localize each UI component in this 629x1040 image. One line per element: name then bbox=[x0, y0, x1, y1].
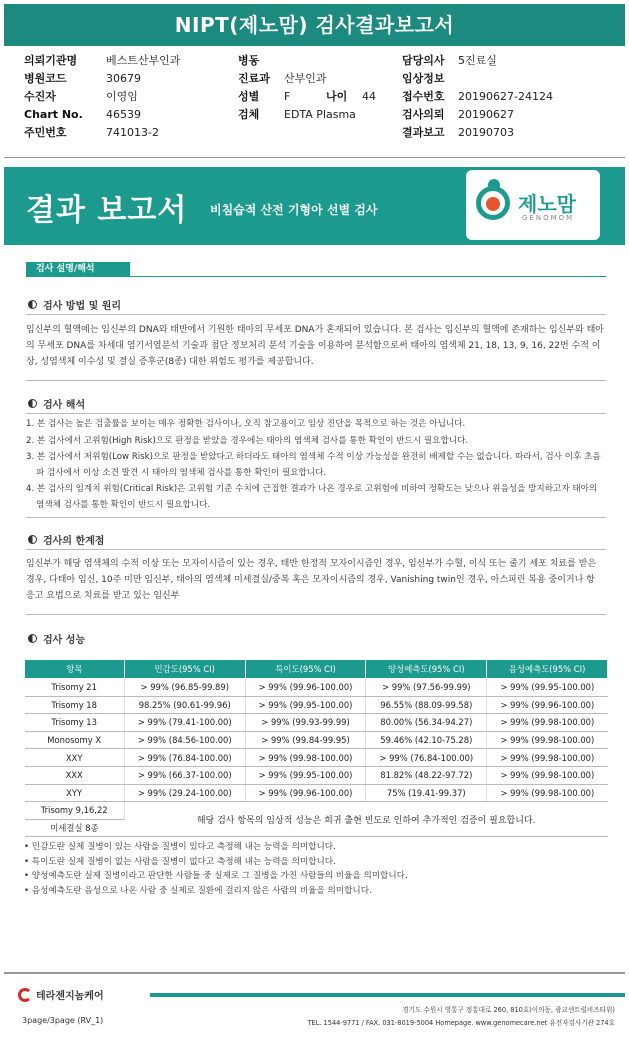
list-item: • 민감도란 실제 질병이 있는 사람을 질병이 있다고 측정해 내는 능력을 의미합니다. bbox=[24, 842, 336, 852]
age-value: 44 bbox=[362, 90, 376, 103]
contact-line: TEL. 1544-9771 / FAX. 031-8019-5004 Homepage. www.genomecare.net 유전자검사기관 274호 bbox=[307, 1019, 615, 1027]
info-label: 접수번호 bbox=[402, 90, 445, 103]
column-header: 특이도(95% CI) bbox=[245, 660, 366, 679]
interpret-list bbox=[26, 417, 608, 514]
column-header: 양성예측도(95% CI) bbox=[366, 660, 487, 679]
table-cell: > 99% (99.98-100.00) bbox=[487, 784, 608, 802]
table-row bbox=[25, 696, 608, 714]
info-value: EDTA Plasma bbox=[284, 108, 356, 121]
banner-title: 결과 보고서 bbox=[26, 193, 188, 228]
table-cell: 96.55% (88.09-99.58) bbox=[366, 696, 487, 714]
info-value: 이영임 bbox=[106, 90, 138, 103]
list-item: 2. 본 검사에서 고위험(High Risk)으로 판정을 받았을 경우에는 태아의 염색체 검사를 통한 확인이 반드시 필요합니다. bbox=[26, 435, 469, 446]
table-cell: > 99% (99.98-100.00) bbox=[245, 749, 366, 767]
info-value: F bbox=[284, 90, 291, 103]
divider bbox=[26, 413, 606, 414]
info-value: 30679 bbox=[106, 72, 141, 85]
table-cell: > 99% (79.41-100.00) bbox=[124, 714, 245, 732]
info-label: 검사의뢰 bbox=[402, 108, 445, 121]
info-label: 주민번호 bbox=[24, 126, 67, 139]
table-cell: 80.00% (56.34-94.27) bbox=[366, 714, 487, 732]
logo-name: 제노맘 bbox=[518, 192, 576, 216]
age-label: 나이 bbox=[326, 90, 348, 103]
address-line: 경기도 수원시 영통구 정통대로 260, 810호(이의동, 광교센트럴비즈타워) bbox=[402, 1006, 615, 1014]
info-label: 병동 bbox=[238, 54, 260, 67]
table-cell: > 99% (99.95-100.00) bbox=[487, 679, 608, 697]
footer-address bbox=[308, 1004, 616, 1030]
half-circle-icon bbox=[28, 535, 37, 544]
table-cell: XXX bbox=[25, 766, 125, 784]
performance-title: 검사 성능 bbox=[43, 635, 86, 646]
info-column-3 bbox=[402, 52, 553, 142]
info-label: 임상정보 bbox=[402, 72, 445, 85]
info-label: 담당의사 bbox=[402, 54, 445, 67]
info-label: 의뢰기관명 bbox=[24, 54, 78, 67]
table-row bbox=[25, 714, 608, 732]
info-label: 병원코드 bbox=[24, 72, 67, 85]
table-cell: Trisomy 18 bbox=[25, 696, 125, 714]
table-header-row bbox=[25, 660, 608, 679]
half-circle-icon bbox=[28, 634, 37, 643]
table-cell: 98.25% (90.61-99.96) bbox=[124, 696, 245, 714]
info-label: 결과보고 bbox=[402, 126, 445, 139]
interpret-heading bbox=[28, 396, 85, 411]
info-column-2 bbox=[238, 52, 376, 124]
divider bbox=[26, 614, 606, 615]
table-cell: > 99% (99.96-100.00) bbox=[487, 696, 608, 714]
table-cell: > 99% (99.95-100.00) bbox=[245, 696, 366, 714]
info-value: 46539 bbox=[106, 108, 141, 121]
table-cell: > 99% (96.85-99.89) bbox=[124, 679, 245, 697]
table-cell: XXY bbox=[25, 749, 125, 767]
section-line bbox=[26, 276, 606, 277]
table-cell: 미세결실 8종 bbox=[25, 819, 125, 837]
list-item: • 특이도란 실제 질병이 없는 사람을 질병이 없다고 측정해 내는 능력을 의미합니다. bbox=[24, 856, 336, 867]
method-title: 검사 방법 및 원리 bbox=[43, 301, 122, 312]
page-number: 3page/3page (RV_1) bbox=[22, 1016, 104, 1025]
table-cell: > 99% (99.93-99.99) bbox=[245, 714, 366, 732]
logo-baby-icon bbox=[486, 197, 500, 211]
logo-english: GENOMOM bbox=[522, 214, 575, 222]
table-cell: > 99% (66.37-100.00) bbox=[124, 766, 245, 784]
list-item: 4. 본 검사의 임계치 위험(Critical Risk)은 고위험 기준 수치에 근접한 결과가 나온 경우로 고위험에 비하여 정확도는 낮으나 위음성을 방지하고자 태아의 염색체 검사를 통한 확인이 반드시 필요합니다. bbox=[26, 484, 598, 510]
info-value: 5진료실 bbox=[458, 54, 497, 67]
footer-bar bbox=[150, 993, 625, 997]
table-cell: > 99% (76.84-100.00) bbox=[366, 749, 487, 767]
info-label: Chart No. bbox=[24, 108, 83, 121]
info-value: 20190703 bbox=[458, 126, 514, 139]
info-label: 성별 bbox=[238, 90, 260, 103]
divider bbox=[4, 157, 625, 158]
info-label: 수진자 bbox=[24, 90, 56, 103]
half-circle-icon bbox=[28, 399, 37, 408]
table-cell: > 99% (76.84-100.00) bbox=[124, 749, 245, 767]
table-cell: > 99% (99.98-100.00) bbox=[487, 749, 608, 767]
info-value: 산부인과 bbox=[284, 72, 327, 85]
table-cell: > 99% (99.96-100.00) bbox=[245, 679, 366, 697]
table-cell: > 99% (97.56-99.99) bbox=[366, 679, 487, 697]
half-circle-icon bbox=[28, 300, 37, 309]
performance-table bbox=[24, 659, 608, 837]
report-title: NIPT(제노맘) 검사결과보고서 bbox=[4, 4, 625, 46]
column-header: 음성예측도(95% CI) bbox=[487, 660, 608, 679]
table-note: 해당 검사 항목의 임상적 성능은 희귀 출현 빈도로 인하여 추가적인 검증이 필요합니다. bbox=[124, 802, 607, 837]
table-cell: > 99% (99.98-100.00) bbox=[487, 766, 608, 784]
definition-notes bbox=[24, 840, 408, 898]
table-row bbox=[25, 802, 608, 820]
list-item: • 양성예측도란 실제 질병이라고 판단한 사람들 중 실제로 그 질병을 가진 사람들의 비율을 의미합니다. bbox=[24, 871, 408, 881]
table-row bbox=[25, 679, 608, 697]
info-label: 진료과 bbox=[238, 72, 270, 85]
banner-subtitle: 비침습적 산전 기형아 선별 검사 bbox=[210, 203, 378, 217]
table-row bbox=[25, 731, 608, 749]
genomom-logo bbox=[466, 170, 600, 240]
list-item: 1. 본 검사는 높은 검출률을 보이는 매우 정확한 검사이나, 오직 참고용이고 임상 진단을 목적으로 하는 것은 아닙니다. bbox=[26, 419, 466, 429]
table-cell: Trisomy 21 bbox=[25, 679, 125, 697]
table-cell: 59.46% (42.10-75.28) bbox=[366, 731, 487, 749]
divider bbox=[26, 314, 606, 315]
table-row bbox=[25, 766, 608, 784]
table-cell: > 99% (99.95-100.00) bbox=[245, 766, 366, 784]
limits-title: 검사의 한계점 bbox=[43, 536, 105, 547]
limits-heading bbox=[28, 532, 104, 547]
column-header: 민감도(95% CI) bbox=[124, 660, 245, 679]
info-label: 검체 bbox=[238, 108, 260, 121]
table-cell: Trisomy 13 bbox=[25, 714, 125, 732]
table-cell: Trisomy 9,16,22 bbox=[25, 802, 125, 820]
list-item: • 음성예측도란 음성으로 나온 사람 중 실제로 질환에 걸리지 않은 사람의 비율을 의미합니다. bbox=[24, 885, 372, 896]
info-column-1 bbox=[24, 52, 180, 142]
info-value: 베스트산부인과 bbox=[106, 54, 181, 67]
info-value: 741013-2 bbox=[106, 126, 159, 139]
company-g-icon bbox=[18, 988, 32, 1002]
divider bbox=[26, 549, 606, 550]
company-logo bbox=[18, 987, 104, 1002]
table-cell: > 99% (84.56-100.00) bbox=[124, 731, 245, 749]
limits-text: 임신부가 해당 염색체의 수적 이상 또는 모자이시즘이 있는 경우, 태반 한정적 모자이시즘인 경우, 임신부가 수혈, 이식 또는 줄기 세포 치료를 받은 경우, 다태아 임신, 10주 미만 임신부, 태아의 염색체 미세결실/중복 혹은 모자이시즘의 경우, Vanishing twin인 경우, 아스피린 복용 중이거나 항 응고 요법으로 치료를 받고 있는 임신부 bbox=[26, 559, 597, 601]
company-name: 테라젠지놈케어 bbox=[36, 991, 104, 1002]
info-value: 20190627 bbox=[458, 108, 514, 121]
table-row bbox=[25, 749, 608, 767]
table-cell: 75% (19.41-99.37) bbox=[366, 784, 487, 802]
footer-divider bbox=[4, 972, 625, 974]
table-cell: > 99% (99.96-100.00) bbox=[245, 784, 366, 802]
method-text: 임신부의 혈액에는 임신부의 DNA와 태반에서 기원한 태아의 무세포 DNA가 혼재되어 있습니다. 본 검사는 임신부의 혈액에 존재하는 임신부와 태아의 무세포 DNA를 차세대 염기서열분석 기술과 첨단 정보처리 분석 기술을 이용하여 분석함으로써 태아의 염색체 21, 18, 13, 9, 16, 22번 수적 이상, 성염색체 이수성 및 결실 증후군(8종) 대한 위험도 평가를 제공합니다. bbox=[26, 325, 605, 367]
method-heading bbox=[28, 297, 121, 312]
table-cell: > 99% (99.84-99.95) bbox=[245, 731, 366, 749]
divider bbox=[26, 380, 606, 381]
column-header: 항목 bbox=[25, 660, 125, 679]
interpret-title: 검사 해석 bbox=[43, 400, 86, 411]
list-item: 3. 본 검사에서 저위험(Low Risk)으로 판정을 받았다고 하더라도 태아의 염색체 수적 이상 가능성을 완전히 배제할 수는 없습니다. 따라서, 검사 이후 초음파 검사에서 이상 소견 발견 시 태아의 염색체 검사를 통한 확인이 필요합니다. bbox=[26, 452, 601, 478]
performance-heading bbox=[28, 631, 85, 646]
table-cell: 81.82% (48.22-97.72) bbox=[366, 766, 487, 784]
divider bbox=[26, 517, 606, 518]
table-cell: > 99% (99.98-100.00) bbox=[487, 731, 608, 749]
table-cell: XYY bbox=[25, 784, 125, 802]
table-cell: > 99% (99.98-100.00) bbox=[487, 714, 608, 732]
info-value: 20190627-24124 bbox=[458, 90, 553, 103]
section-tab: 검사 설명/해석 bbox=[26, 262, 130, 276]
table-cell: > 99% (29.24-100.00) bbox=[124, 784, 245, 802]
table-row bbox=[25, 784, 608, 802]
table-cell: Monosomy X bbox=[25, 731, 125, 749]
